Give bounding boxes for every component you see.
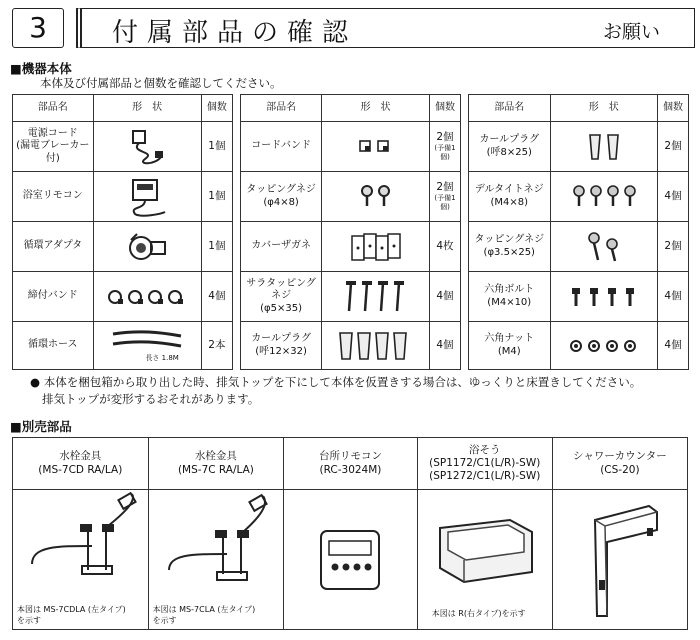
optional-part-header: 水栓金具 (MS-7CD RA/LA) bbox=[13, 438, 149, 490]
bathtub-cell bbox=[417, 490, 552, 630]
curl-plug-small-image bbox=[550, 122, 657, 172]
parts-table-1 bbox=[12, 94, 233, 370]
section-number: 3 bbox=[12, 8, 64, 48]
col-header: 個数 bbox=[429, 95, 460, 122]
part-count: 4個 bbox=[201, 272, 232, 322]
optional-parts-table bbox=[12, 437, 688, 630]
kitchen-remote-image bbox=[315, 525, 385, 595]
faucet-cd-cell bbox=[13, 490, 149, 630]
part-name: 循環ホース bbox=[13, 322, 94, 370]
parts-table-2 bbox=[240, 94, 461, 370]
main-section-title: ■機器本体 bbox=[10, 61, 72, 76]
curl-plug-large-image bbox=[322, 322, 430, 370]
hose-length: 長さ 1.8M bbox=[145, 354, 179, 363]
page-title: 付属部品の確認 bbox=[112, 18, 358, 48]
optional-part-header: 水栓金具 (MS-7C RA/LA) bbox=[148, 438, 284, 490]
part-name: 電源コード (漏電ブレーカー付) bbox=[13, 122, 94, 172]
tapping-screw-long-image bbox=[550, 222, 657, 272]
part-count: 2個 bbox=[657, 122, 688, 172]
faucet-cd-image bbox=[18, 490, 143, 590]
optional-section-title: ■別売部品 bbox=[10, 419, 72, 434]
flat-tapping-screw-image bbox=[322, 272, 430, 322]
bath-remote-image bbox=[93, 172, 201, 222]
request-label: お願い bbox=[602, 21, 660, 43]
faucet-c-image bbox=[153, 490, 278, 590]
tapping-screw-image bbox=[322, 172, 430, 222]
faucet-c-caption: 本図は MS-7CLA (左タイプ) を示す bbox=[152, 605, 256, 625]
section-title-box bbox=[76, 8, 695, 48]
col-header: 部品名 bbox=[13, 95, 94, 122]
part-count: 1個 bbox=[201, 122, 232, 172]
part-count: 2個 (予備1個) bbox=[429, 172, 460, 222]
part-name: コードバンド bbox=[241, 122, 322, 172]
part-count: 4個 bbox=[429, 272, 460, 322]
part-count: 4個 bbox=[429, 322, 460, 370]
part-name: タッピングネジ (φ4×8) bbox=[241, 172, 322, 222]
cover-washer-image bbox=[322, 222, 430, 272]
hex-bolt-image bbox=[550, 272, 657, 322]
part-count: 4個 bbox=[657, 172, 688, 222]
part-name: カールプラグ (呼12×32) bbox=[241, 322, 322, 370]
hex-nut-image bbox=[550, 322, 657, 370]
bathtub-caption: 本図は R(右タイプ)を示す bbox=[431, 609, 526, 618]
shower-counter-cell bbox=[552, 490, 687, 630]
col-header: 形 状 bbox=[93, 95, 201, 122]
parts-table-3 bbox=[468, 94, 689, 370]
part-count: 4個 bbox=[657, 272, 688, 322]
optional-part-header: シャワーカウンター (CS-20) bbox=[552, 438, 687, 490]
note-line-2: 排気トップが変形するおそれがあります。 bbox=[42, 392, 260, 406]
col-header: 形 状 bbox=[322, 95, 430, 122]
optional-part-header: 浴そう (SP1172/C1(L/R)-SW) (SP1272/C1(L/R)-SW) bbox=[417, 438, 552, 490]
part-name: 六角ナット (M4) bbox=[469, 322, 551, 370]
part-count: 4枚 bbox=[429, 222, 460, 272]
part-count: 1個 bbox=[201, 172, 232, 222]
circulation-hose-image bbox=[93, 322, 201, 370]
part-name: 締付バンド bbox=[13, 272, 94, 322]
power-cord-image bbox=[93, 122, 201, 172]
col-header: 部品名 bbox=[469, 95, 551, 122]
faucet-cd-caption: 本図は MS-7CDLA (左タイプ) を示す bbox=[17, 605, 126, 625]
col-header: 個数 bbox=[657, 95, 688, 122]
part-name: タッピングネジ (φ3.5×25) bbox=[469, 222, 551, 272]
circulation-adapter-image bbox=[93, 222, 201, 272]
part-name: サラタッピング ネジ (φ5×35) bbox=[241, 272, 322, 322]
part-count: 1個 bbox=[201, 222, 232, 272]
part-name: 循環アダプタ bbox=[13, 222, 94, 272]
part-name: 浴室リモコン bbox=[13, 172, 94, 222]
part-count: 2個 bbox=[657, 222, 688, 272]
part-count: 2本 bbox=[201, 322, 232, 370]
optional-part-header: 台所リモコン (RC-3024M) bbox=[284, 438, 418, 490]
part-name: 六角ボルト (M4×10) bbox=[469, 272, 551, 322]
part-count: 2個 (予備1個) bbox=[429, 122, 460, 172]
shower-counter-image bbox=[575, 500, 665, 620]
faucet-c-cell bbox=[148, 490, 284, 630]
col-header: 個数 bbox=[201, 95, 232, 122]
deltite-screw-image bbox=[550, 172, 657, 222]
clamp-band-image bbox=[93, 272, 201, 322]
main-section-subtitle: 本体及び付属部品と個数を確認してください。 bbox=[40, 76, 282, 90]
bathtub-image bbox=[430, 498, 540, 588]
col-header: 部品名 bbox=[241, 95, 322, 122]
col-header: 形 状 bbox=[550, 95, 657, 122]
part-name: デルタイトネジ (M4×8) bbox=[469, 172, 551, 222]
part-count: 4個 bbox=[657, 322, 688, 370]
part-name: カバーザガネ bbox=[241, 222, 322, 272]
part-name: カールプラグ (呼8×25) bbox=[469, 122, 551, 172]
cord-band-image bbox=[322, 122, 430, 172]
kitchen-remote-cell bbox=[284, 490, 418, 630]
note-line-1: ● 本体を梱包箱から取り出した時、排気トップを下にして本体を仮置きする場合は、ゆっくりと床置きしてください。 bbox=[30, 375, 642, 389]
